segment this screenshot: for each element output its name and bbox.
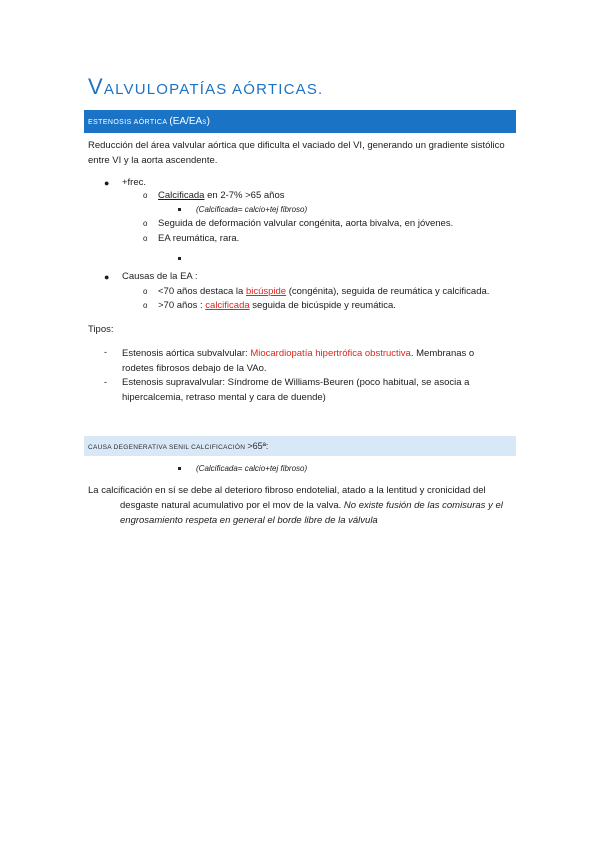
bullet-circle: o	[143, 219, 148, 228]
calcificada-link: Calcificada	[158, 190, 205, 201]
section-header-estenosis	[84, 110, 516, 133]
calcificada-note: (Calcificada= calcio+tej fibroso)	[196, 205, 308, 214]
bullet-circle: o	[143, 301, 148, 310]
section-header-big-text: (EA/EA	[169, 116, 203, 127]
section2-paragraph	[88, 483, 512, 528]
bullet-dash: -	[104, 347, 107, 357]
intro-paragraph: Reducción del área valvular aórtica que dificulta el vaciado del VI, generando un gradiente sistólico entre VI y la aorta ascendente.	[88, 140, 505, 166]
bullet-dot: ●	[104, 178, 110, 188]
tipo-subvalvular	[122, 346, 508, 376]
tipo1-post: . Membranas o rodetes fibrosos debajo de la VAo.	[122, 348, 475, 374]
section-header-small-text: ESTENOSIS AÓRTICA	[88, 119, 168, 126]
section2-note: (Calcificada= calcio+tej fibroso)	[196, 464, 308, 473]
bullet-circle: o	[143, 191, 148, 200]
bullet-dash: -	[104, 377, 107, 387]
frec-item-calcificada	[158, 188, 285, 203]
cause2-pre: >70 años :	[158, 300, 206, 311]
cause-item-over-70	[158, 298, 396, 313]
bicuspide-link: bicúspide	[245, 286, 287, 297]
tipo-supravalvular: Estenosis supravalvular: Síndrome de Williams-Beuren (poco habitual, se asocia a hipercalcemia, retraso mental y cara de duende)	[122, 377, 470, 403]
section2-header-small: CAUSA DEGENERATIVA SENIL CALCIFICACIÓN	[88, 444, 246, 451]
cause2-post: seguida de bicúspide y reumática.	[249, 300, 396, 311]
bullet-circle: o	[143, 234, 148, 243]
cause-item-under-70	[158, 284, 489, 299]
bullet-square	[178, 208, 181, 211]
bullet-circle: o	[143, 287, 148, 296]
frec-item-reumatica: EA reumática, rara.	[158, 233, 240, 244]
section2-para-normal: La calcificación en sí se debe al deterioro fibroso endotelial, atado a la lentitud y cronicidad del desgaste natural acumulativo por el mov de la valva.	[88, 485, 486, 511]
causes-label: Causas de la EA :	[122, 271, 198, 282]
section-header-causa-degenerativa	[84, 436, 516, 456]
page-title	[88, 74, 323, 100]
section-header-close: )	[206, 116, 210, 127]
bullet-square	[178, 257, 181, 260]
section-header-sub: S	[202, 120, 207, 126]
title-initial: V	[88, 74, 104, 99]
title-rest: ALVULOPATÍAS AÓRTICAS.	[103, 81, 324, 98]
cause1-pre: <70 años destaca la	[158, 286, 246, 297]
tipos-label: Tipos:	[88, 324, 114, 335]
calcificada-rest: en 2-7% >65 años	[204, 190, 285, 201]
tipo1-red: Miocardiopatía hipertrófica obstructiva	[250, 348, 411, 359]
section2-header-big: >65ª:	[247, 441, 269, 451]
frec-item-deformacion: Seguida de deformación valvular congénita, aorta bivalva, en jóvenes.	[158, 218, 454, 229]
tipo1-pre: Estenosis aórtica subvalvular:	[122, 348, 251, 359]
bullet-dot: ●	[104, 272, 110, 282]
frec-label: +frec.	[122, 177, 147, 188]
calcificada-red-link: calcificada	[205, 300, 250, 311]
section2-para-italic: No existe fusión de las comisuras y el engrosamiento respeta en general el borde libre de la válvula	[120, 500, 503, 526]
bullet-square	[178, 467, 181, 470]
cause1-post: (congénita), seguida de reumática y calcificada.	[286, 286, 490, 297]
